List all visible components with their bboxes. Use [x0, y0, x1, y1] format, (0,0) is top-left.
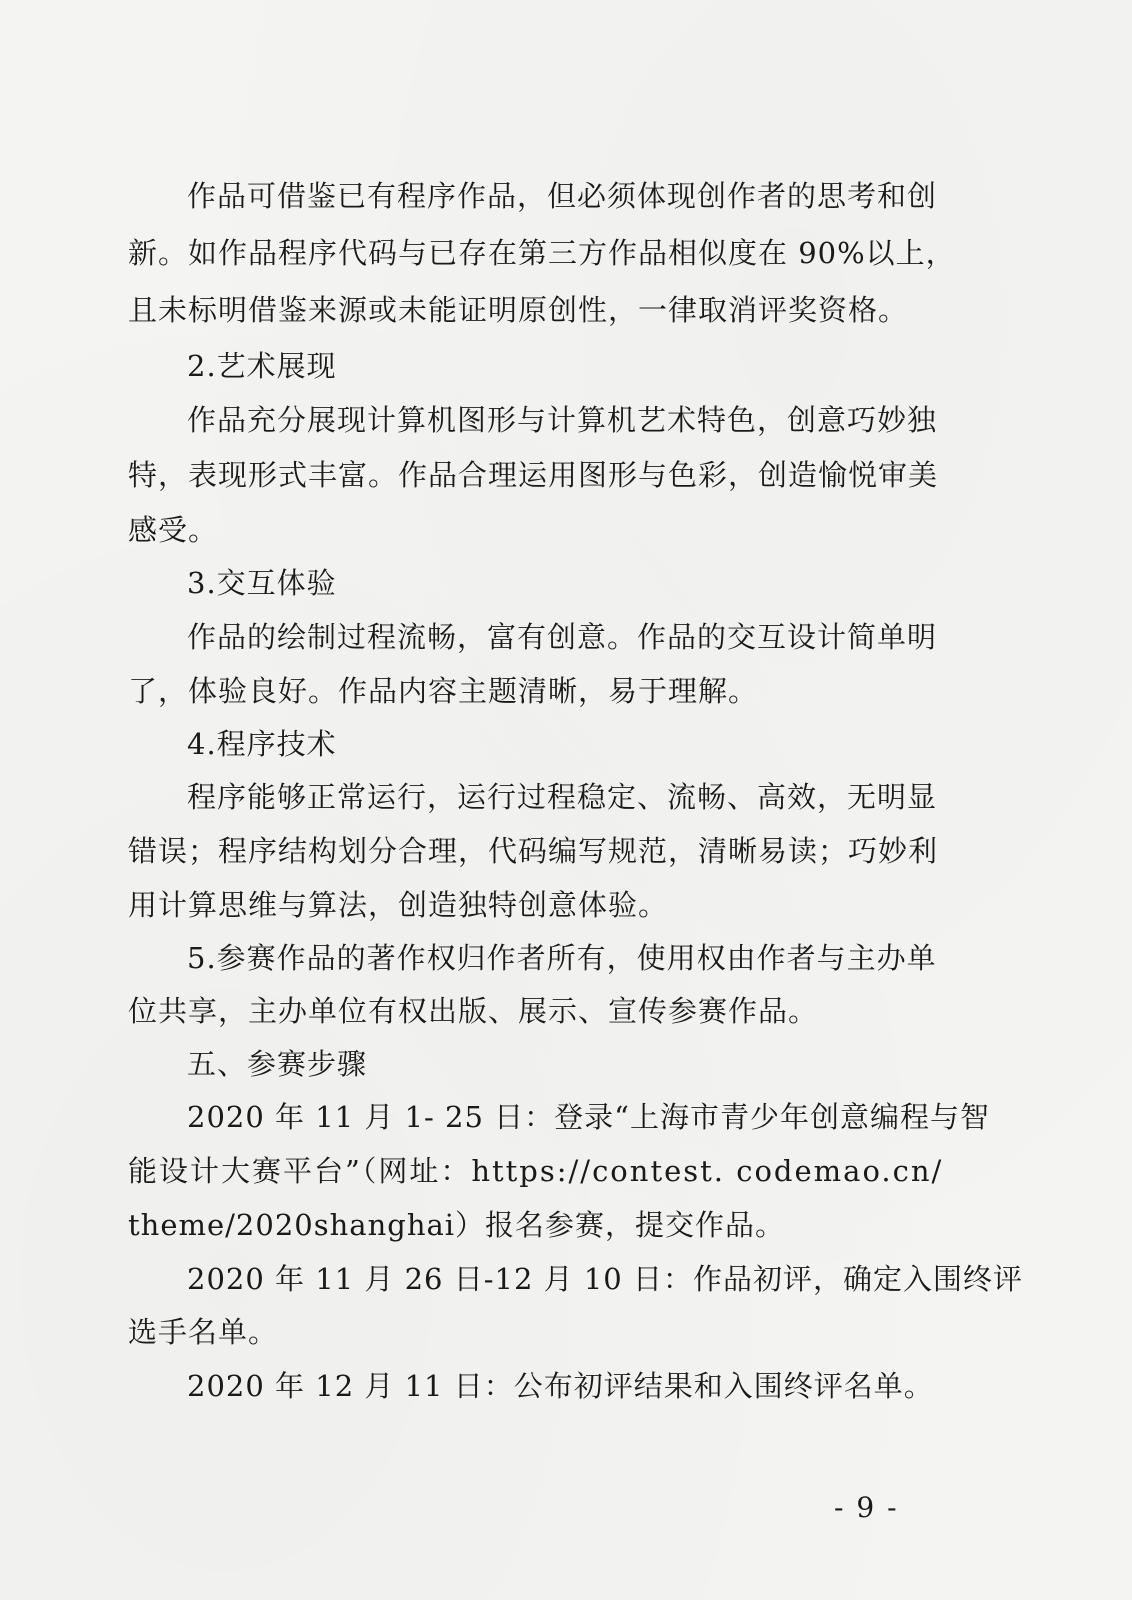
paragraph-line: 新。如作品程序代码与已存在第三方作品相似度在 90%以上，: [128, 236, 956, 270]
section-heading: 3.交互体验: [187, 566, 337, 600]
line-text: 能设计大赛平台”（网址：https://contest. codemao.cn/: [128, 1154, 944, 1188]
paragraph-line: 2020 年 11 月 1- 25 日：登录“上海市青少年创意编程与智: [187, 1100, 990, 1134]
paragraph-line: 作品充分展现计算机图形与计算机艺术特色，创意巧妙独: [187, 403, 938, 437]
paragraph-line: 作品的绘制过程流畅，富有创意。作品的交互设计简单明: [187, 620, 938, 654]
paragraph-line: 选手名单。: [128, 1315, 279, 1349]
paragraph-line: 且未标明借鉴来源或未能证明原创性，一律取消评奖资格。: [128, 293, 909, 327]
paragraph-line: 5.参赛作品的著作权归作者所有，使用权由作者与主办单: [187, 941, 937, 975]
paragraph-line: 错误；程序结构划分合理，代码编写规范，清晰易读；巧妙利: [128, 834, 939, 868]
paragraph-line: 作品可借鉴已有程序作品，但必须体现创作者的思考和创: [187, 179, 938, 213]
paragraph-line: 位共享，主办单位有权出版、展示、宣传参赛作品。: [128, 994, 819, 1028]
paragraph-line: 特，表现形式丰富。作品合理运用图形与色彩，创造愉悦审美: [128, 458, 939, 492]
paragraph-line: theme/2020shanghai）报名参赛，提交作品。: [128, 1208, 786, 1242]
paragraph-line: 了，体验良好。作品内容主题清晰，易于理解。: [128, 674, 759, 708]
paragraph-line: 感受。: [128, 513, 219, 547]
page-number: - 9 -: [834, 1491, 899, 1524]
section-heading: 4.程序技术: [187, 727, 337, 761]
section-heading: 五、参赛步骤: [187, 1047, 368, 1081]
paragraph-line: [128, 1151, 973, 1191]
paragraph-line: 2020 年 12 月 11 日：公布初评结果和入围终评名单。: [187, 1369, 934, 1403]
paragraph-line: 程序能够正常运行，运行过程稳定、流畅、高效，无明显: [187, 780, 938, 814]
section-heading: 2.艺术展现: [187, 349, 337, 383]
paragraph-line: 2020 年 11 月 26 日-12 月 10 日：作品初评，确定入围终评: [187, 1262, 1023, 1296]
paragraph-line: 用计算思维与算法，创造独特创意体验。: [128, 888, 669, 922]
